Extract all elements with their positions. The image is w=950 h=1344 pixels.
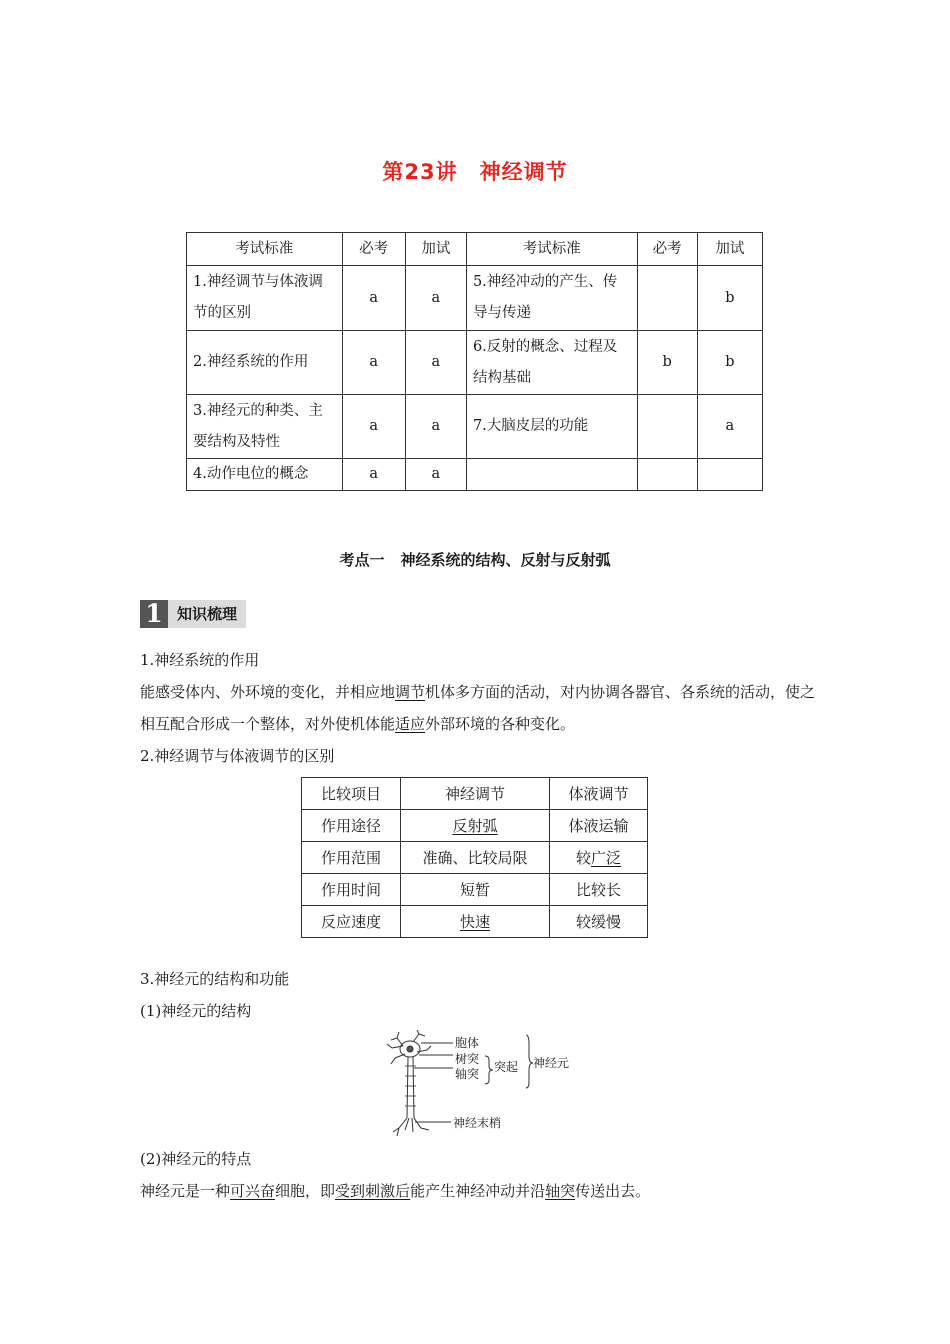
table-cell — [466, 459, 637, 491]
text-span: 能产生神经冲动并沿 — [410, 1182, 546, 1200]
heading-neuron: 3.神经元的结构和功能 — [140, 970, 290, 988]
table-cell — [401, 810, 550, 842]
table-cell: a — [342, 459, 405, 491]
heading-regulation-comparison: 2.神经调节与体液调节的区别 — [140, 747, 335, 765]
table-row — [187, 266, 763, 331]
table-cell: a — [342, 266, 405, 331]
process-brace — [485, 1056, 493, 1084]
table-cell: 反应速度 — [302, 906, 401, 938]
nucleus — [407, 1046, 413, 1052]
label-process: 突起 — [494, 1060, 519, 1074]
table-cell: 7.大脑皮层的功能 — [466, 395, 637, 459]
label-terminal: 神经末梢 — [453, 1116, 502, 1130]
text-span: 外部环境的各种变化。 — [425, 715, 576, 733]
table-cell: 6.反射的概念、过程及结构基础 — [466, 331, 637, 395]
table-row — [302, 842, 648, 874]
text-span: 较 — [575, 849, 591, 867]
label-dendrite: 树突 — [455, 1052, 480, 1066]
table-cell: a — [342, 331, 405, 395]
nerve-terminal-branches — [393, 1118, 429, 1136]
table-cell: 作用时间 — [302, 874, 401, 906]
table-row — [302, 906, 648, 938]
table-cell: 较缓慢 — [550, 906, 648, 938]
table-cell: a — [405, 331, 466, 395]
underlined-term: 广泛 — [591, 849, 622, 867]
table-cell: a — [342, 395, 405, 459]
comparison-table — [301, 777, 648, 938]
label-axon: 轴突 — [455, 1067, 480, 1081]
underlined-term: 反射弧 — [452, 817, 498, 835]
table-header-row — [187, 233, 763, 266]
table-cell: 体液运输 — [550, 810, 648, 842]
table-cell: 比较长 — [550, 874, 648, 906]
table-header-row — [302, 778, 648, 810]
underlined-term: 可兴奋 — [230, 1182, 276, 1200]
table-row — [302, 874, 648, 906]
page-title — [0, 156, 950, 186]
section-title: 神经系统的结构、反射与反射弧 — [400, 551, 611, 569]
table-cell: a — [405, 459, 466, 491]
text-span: 机体多方面的活动，对内协调各器官、各系统的活动，使之相互配合形成一个整体，对外使机体能 — [140, 683, 816, 733]
section-heading — [0, 549, 950, 570]
subheading-neuron-features: (2)神经元的特点 — [140, 1150, 252, 1168]
underlined-term: 调节 — [395, 683, 426, 701]
text-span: 传送出去。 — [575, 1182, 651, 1200]
table-cell: b — [637, 331, 697, 395]
underlined-term: 受到刺激后 — [335, 1182, 411, 1200]
lecture-number: 第23讲 — [382, 160, 458, 184]
table-cell — [550, 842, 648, 874]
heading-nervous-system-role: 1.神经系统的作用 — [140, 651, 260, 669]
table-row — [187, 395, 763, 459]
pointer-lines — [414, 1043, 453, 1122]
table-cell: 2.神经系统的作用 — [187, 331, 343, 395]
table-row — [302, 810, 648, 842]
table-cell — [637, 459, 697, 491]
text-span: 细胞，即 — [275, 1182, 336, 1200]
table-cell: a — [405, 266, 466, 331]
myelin-segments — [405, 1066, 416, 1106]
underlined-term: 轴突 — [545, 1182, 576, 1200]
table-cell: b — [697, 266, 762, 331]
paragraph-nervous-system-role — [140, 676, 820, 740]
underlined-term: 快速 — [459, 913, 490, 931]
underlined-term: 适应 — [395, 715, 426, 733]
table-cell: 1.神经调节与体液调节的区别 — [187, 266, 343, 331]
lecture-topic: 神经调节 — [479, 160, 568, 184]
neuron-diagram — [383, 1030, 573, 1140]
table-cell: 4.动作电位的概念 — [187, 459, 343, 491]
table-cell: a — [697, 395, 762, 459]
table-cell — [637, 395, 697, 459]
header-cell: 考试标准 — [466, 233, 637, 266]
header-cell: 体液调节 — [550, 778, 648, 810]
table-row — [187, 331, 763, 395]
table-cell: a — [405, 395, 466, 459]
table-cell: 3.神经元的种类、主要结构及特性 — [187, 395, 343, 459]
table-cell: 短暂 — [401, 874, 550, 906]
knowledge-badge — [140, 600, 246, 628]
header-cell: 加试 — [405, 233, 466, 266]
header-cell: 考试标准 — [187, 233, 343, 266]
section-number: 考点一 — [339, 551, 385, 569]
label-soma: 胞体 — [455, 1036, 480, 1050]
paragraph-neuron-features — [140, 1175, 820, 1207]
badge-label: 知识梳理 — [168, 600, 246, 628]
label-neuron: 神经元 — [533, 1056, 570, 1070]
header-cell: 比较项目 — [302, 778, 401, 810]
header-cell: 加试 — [697, 233, 762, 266]
header-cell: 必考 — [342, 233, 405, 266]
table-cell: b — [697, 331, 762, 395]
neuron-brace — [526, 1035, 533, 1088]
table-cell: 5.神经冲动的产生、传导与传递 — [466, 266, 637, 331]
text-span: 神经元是一种 — [140, 1182, 231, 1200]
exam-standards-table — [186, 232, 763, 491]
badge-number: 1 — [140, 600, 168, 628]
table-cell: 作用途径 — [302, 810, 401, 842]
table-cell: 作用范围 — [302, 842, 401, 874]
header-cell: 必考 — [637, 233, 697, 266]
table-cell — [697, 459, 762, 491]
table-cell — [637, 266, 697, 331]
text-span: 能感受体内、外环境的变化，并相应地 — [140, 683, 396, 701]
table-row — [187, 459, 763, 491]
table-cell — [401, 906, 550, 938]
header-cell: 神经调节 — [401, 778, 550, 810]
subheading-neuron-structure: (1)神经元的结构 — [140, 1002, 252, 1020]
table-cell: 准确、比较局限 — [401, 842, 550, 874]
